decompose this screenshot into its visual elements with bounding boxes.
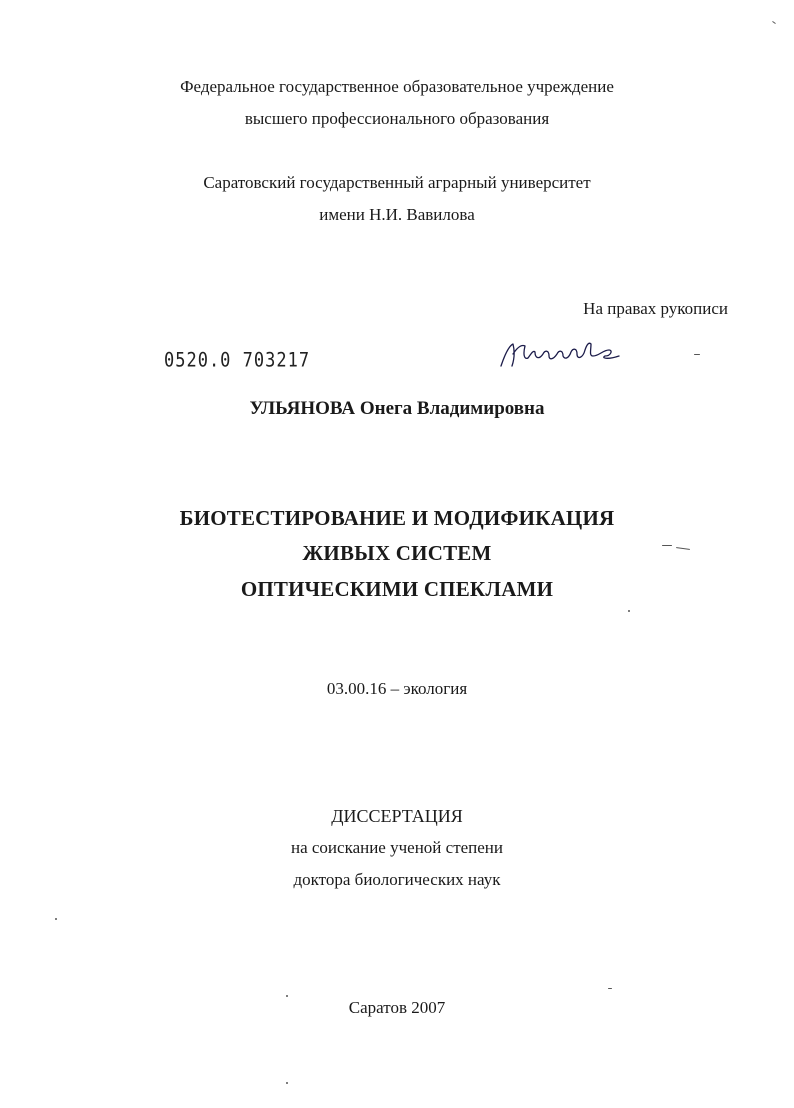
scan-speck bbox=[628, 610, 630, 612]
thesis-title-line-1: БИОТЕСТИРОВАНИЕ И МОДИФИКАЦИЯ bbox=[179, 506, 615, 530]
university-named-after: имени Н.И. Вавилова bbox=[319, 205, 475, 224]
scan-speck bbox=[286, 995, 288, 997]
institution-line-1: Федеральное государственное образовательное учреждение bbox=[180, 77, 614, 96]
scan-speck bbox=[55, 918, 57, 920]
institution-line-2: высшего профессионального образования bbox=[244, 109, 550, 128]
scan-speck bbox=[662, 545, 672, 546]
university-name: Саратовский государственный аграрный университет bbox=[203, 173, 591, 192]
degree-name: доктора биологических наук bbox=[293, 870, 501, 889]
degree-purpose: на соискание ученой степени bbox=[290, 838, 504, 857]
document-type: ДИССЕРТАЦИЯ bbox=[331, 806, 463, 826]
thesis-title-line-2: ЖИВЫХ СИСТЕМ bbox=[302, 541, 492, 565]
manuscript-note: На правах рукописи bbox=[583, 299, 728, 318]
scan-speck bbox=[608, 988, 612, 989]
scan-speck bbox=[772, 21, 776, 24]
handwritten-signature bbox=[495, 330, 625, 374]
place-and-year: Саратов 2007 bbox=[348, 998, 446, 1017]
thesis-title-line-3: ОПТИЧЕСКИМИ СПЕКЛАМИ bbox=[240, 577, 554, 601]
archive-stamp-number: 0520.0 703217 bbox=[164, 349, 311, 372]
scan-speck bbox=[694, 354, 700, 355]
specialty-code: 03.00.16 – экология bbox=[326, 679, 468, 698]
author-name: УЛЬЯНОВА Онега Владимировна bbox=[249, 398, 545, 419]
scan-speck bbox=[286, 1082, 288, 1084]
